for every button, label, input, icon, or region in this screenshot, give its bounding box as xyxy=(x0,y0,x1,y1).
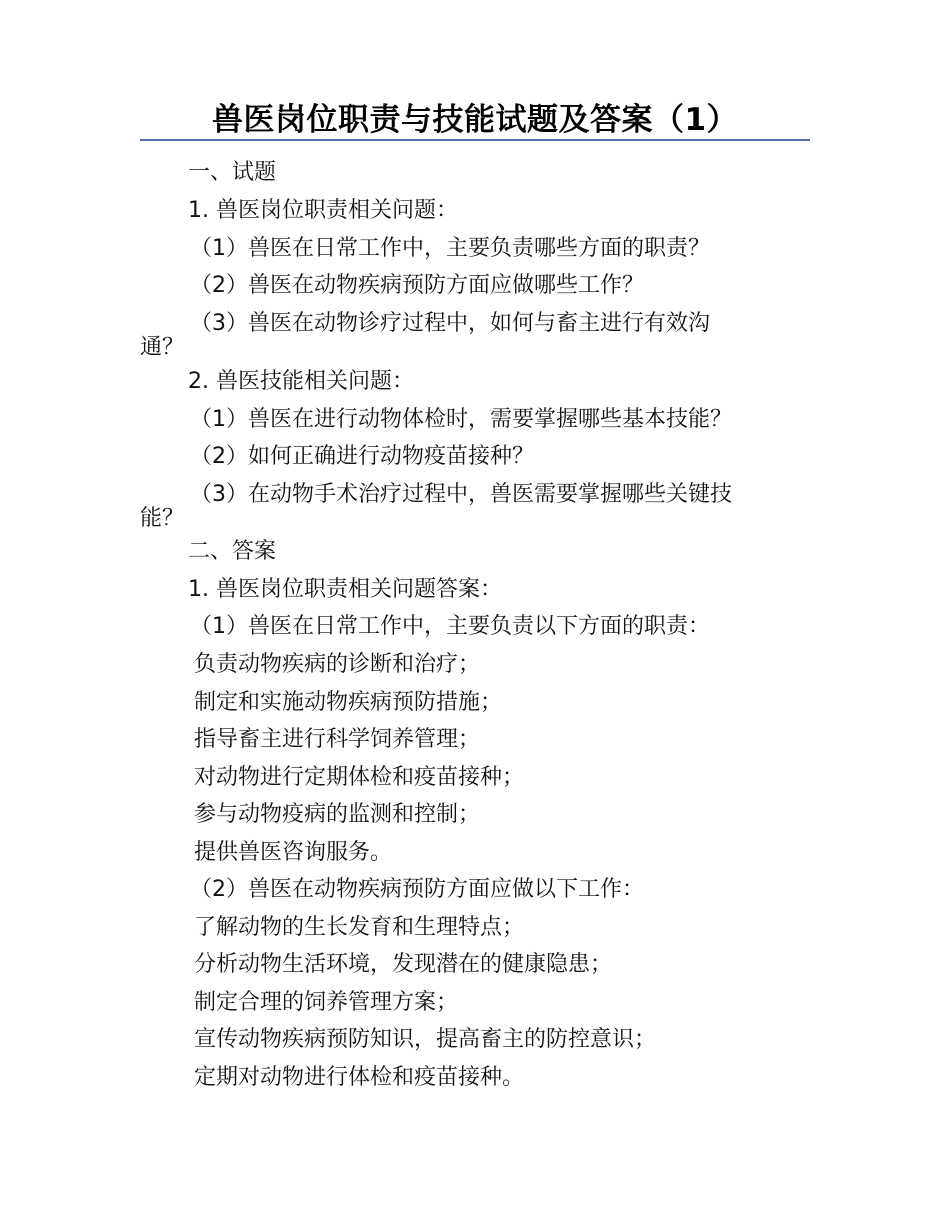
answer-1-2-heading: （2）兽医在动物疾病预防方面应做以下工作： xyxy=(190,877,644,902)
section-heading-questions: 一、试题 xyxy=(188,160,277,185)
document-title: 兽医岗位职责与技能试题及答案（1） xyxy=(211,102,739,138)
question-1-3-continuation: 通？ xyxy=(140,335,185,360)
answer-1-1-item: 参与动物疫病的监测和控制； xyxy=(194,802,481,827)
section-heading-answers: 二、答案 xyxy=(188,539,277,564)
answer-1-2-item: 分析动物生活环境，发现潜在的健康隐患； xyxy=(194,952,613,977)
question-1-3 xyxy=(0,309,950,369)
answer-1-1-heading: （1）兽医在日常工作中，主要负责以下方面的职责： xyxy=(190,614,710,639)
answer-1-1-item: 负责动物疾病的诊断和治疗； xyxy=(194,652,481,677)
answer-1-2-item: 定期对动物进行体检和疫苗接种。 xyxy=(194,1065,525,1090)
question-2-3-continuation: 能？ xyxy=(140,506,185,531)
question-group-1-heading: 1. 兽医岗位职责相关问题： xyxy=(188,198,458,223)
answer-1-1-item: 提供兽医咨询服务。 xyxy=(194,840,393,865)
answer-1-1-item: 对动物进行定期体检和疫苗接种； xyxy=(194,765,525,790)
question-2-1: （1）兽医在进行动物体检时，需要掌握哪些基本技能？ xyxy=(190,407,732,432)
question-1-1: （1）兽医在日常工作中，主要负责哪些方面的职责？ xyxy=(190,236,710,261)
answer-1-2-item: 制定合理的饲养管理方案； xyxy=(194,990,459,1015)
question-2-3 xyxy=(0,480,950,540)
question-1-2: （2）兽医在动物疾病预防方面应做哪些工作？ xyxy=(190,273,644,298)
question-2-3-first-line: （3）在动物手术治疗过程中，兽医需要掌握哪些关键技 xyxy=(190,482,732,507)
question-group-2-heading: 2. 兽医技能相关问题： xyxy=(188,369,414,394)
answer-1-1-item: 制定和实施动物疾病预防措施； xyxy=(194,690,503,715)
title-underline xyxy=(140,139,810,141)
answer-1-2-item: 宣传动物疾病预防知识，提高畜主的防控意识； xyxy=(194,1027,657,1052)
answer-1-1-item: 指导畜主进行科学饲养管理； xyxy=(194,727,481,752)
answer-group-1-heading: 1. 兽医岗位职责相关问题答案： xyxy=(188,577,502,602)
answer-1-2-item: 了解动物的生长发育和生理特点； xyxy=(194,915,525,940)
question-2-2: （2）如何正确进行动物疫苗接种？ xyxy=(190,444,534,469)
question-1-3-first-line: （3）兽医在动物诊疗过程中，如何与畜主进行有效沟 xyxy=(190,311,710,336)
